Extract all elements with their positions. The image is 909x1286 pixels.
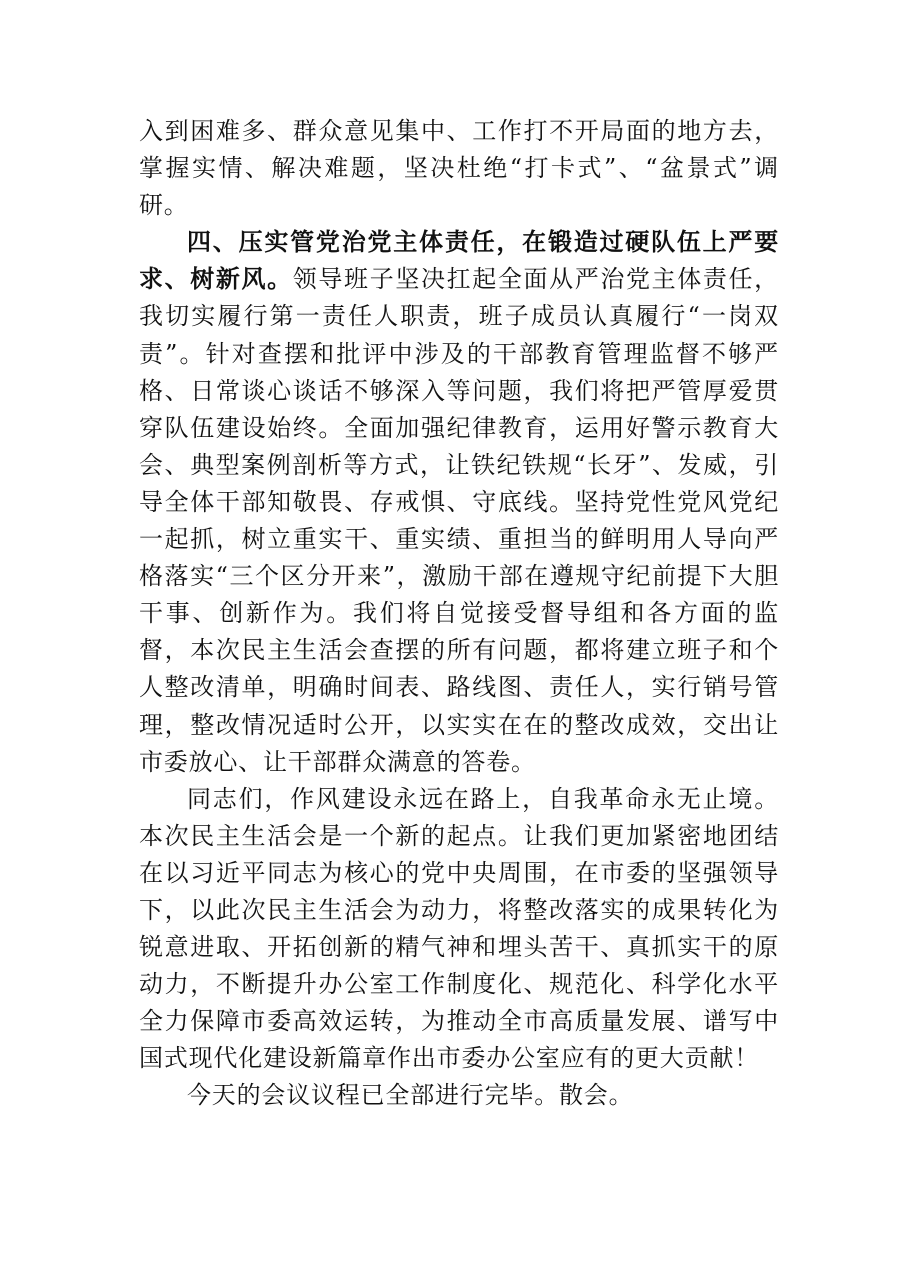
document-body xyxy=(139,113,779,1115)
paragraph-section-four xyxy=(139,224,779,780)
paragraph-adjourn: 今天的会议议程已全部进行完毕。散会。 xyxy=(187,1081,634,1110)
section-body: 领导班子坚决扛起全面从严治党主体责任，我切实履行第一责任人职责，班子成员认真履行“一岗双责”。针对查摆和批评中涉及的干部教育管理监督不够严格、日常谈心谈话不够深入等问题，我们将把严管厚爱贯穿队伍建设始终。全面加强纪律教育，运用好警示教育大会、典型案例剖析等方式，让铁纪铁规“长牙”、发威，引导全体干部知敬畏、存戒惧、守底线。坚持党性党风党纪一起抓，树立重实干、重实绩、重担当的鲜明用人导向严格落实“三个区分开来”，激励干部在遵规守纪前提下大胆干事、创新作为。我们将自觉接受督导组和各方面的监督，本次民主生活会查摆的所有问题，都将建立班子和个人整改清单，明确时间表、路线图、责任人，实行销号管理，整改情况适时公开，以实实在在的整改成效，交出让市委放心、让干部群众满意的答卷。 xyxy=(139,265,779,776)
paragraph-continuation: 入到困难多、群众意见集中、工作打不开局面的地方去，掌握实情、解决难题，坚决杜绝“打卡式”、“盆景式”调研。 xyxy=(139,117,779,220)
paragraph-closing: 同志们，作风建设永远在路上，自我革命永无止境。本次民主生活会是一个新的起点。让我们更加紧密地团结在以习近平同志为核心的党中央周围，在市委的坚强领导下，以此次民主生活会为动力，将整改落实的成果转化为锐意进取、开拓创新的精气神和埋头苦干、真抓实干的原动力，不断提升办公室工作制度化、规范化、科学化水平全力保障市委高效运转，为推动全市高质量发展、谱写中国式现代化建设新篇章作出市委办公室应有的更大贡献！ xyxy=(139,784,779,1073)
section-heading: 四、压实管党治党主体责任，在锻造过硬队伍上严要求、树新风。 xyxy=(139,228,779,294)
